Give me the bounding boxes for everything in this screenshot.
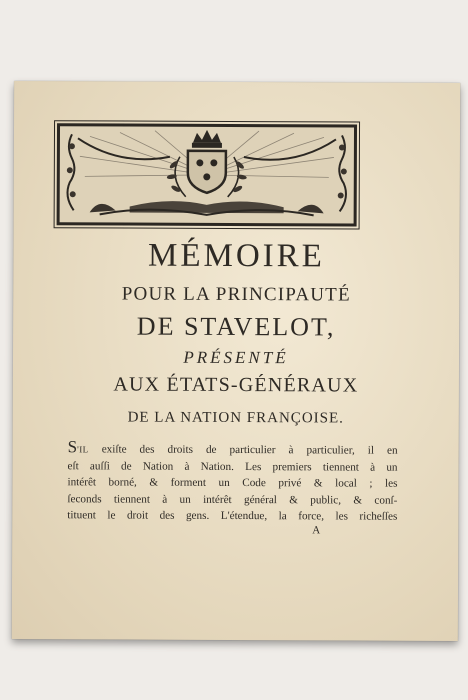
- paragraph-line: tituent le droit des gens. L'étendue, la force, les richeſſes: [67, 509, 398, 524]
- paragraph-line: eſt auſſi de Nation à Nation. Les premiers tiennent à un: [67, 459, 398, 474]
- drop-cap: S: [67, 437, 78, 457]
- signature-mark: A: [312, 524, 321, 537]
- paragraph-line: intérêt borné, & forment un Code privé & local ; les: [67, 476, 398, 490]
- first-line-rest: exiſte des droits de particulier à particulier, il en: [88, 443, 398, 457]
- title-de-la-nation-francoise: DE LA NATION FRANÇOISE.: [127, 409, 344, 427]
- royal-arms-icon: [60, 126, 354, 223]
- body-paragraph: [67, 439, 397, 525]
- title-de-stavelot: DE STAVELOT,: [136, 311, 336, 342]
- title-pour-la-principaute: POUR LA PRINCIPAUTÉ: [121, 283, 351, 306]
- document-page: [12, 81, 460, 641]
- first-word-rest: 'IL: [77, 444, 89, 455]
- title-aux-etats-generaux: AUX ÉTATS-GÉNÉRAUX: [113, 373, 359, 397]
- engraved-vignette: [57, 123, 357, 226]
- title-memoire: MÉMOIRE: [147, 237, 325, 275]
- paragraph-line: [68, 439, 398, 459]
- paragraph-line: ſeconds tiennent à un intérêt général & public, & conſ-: [67, 493, 398, 507]
- title-presente: PRÉSENTÉ: [183, 347, 289, 368]
